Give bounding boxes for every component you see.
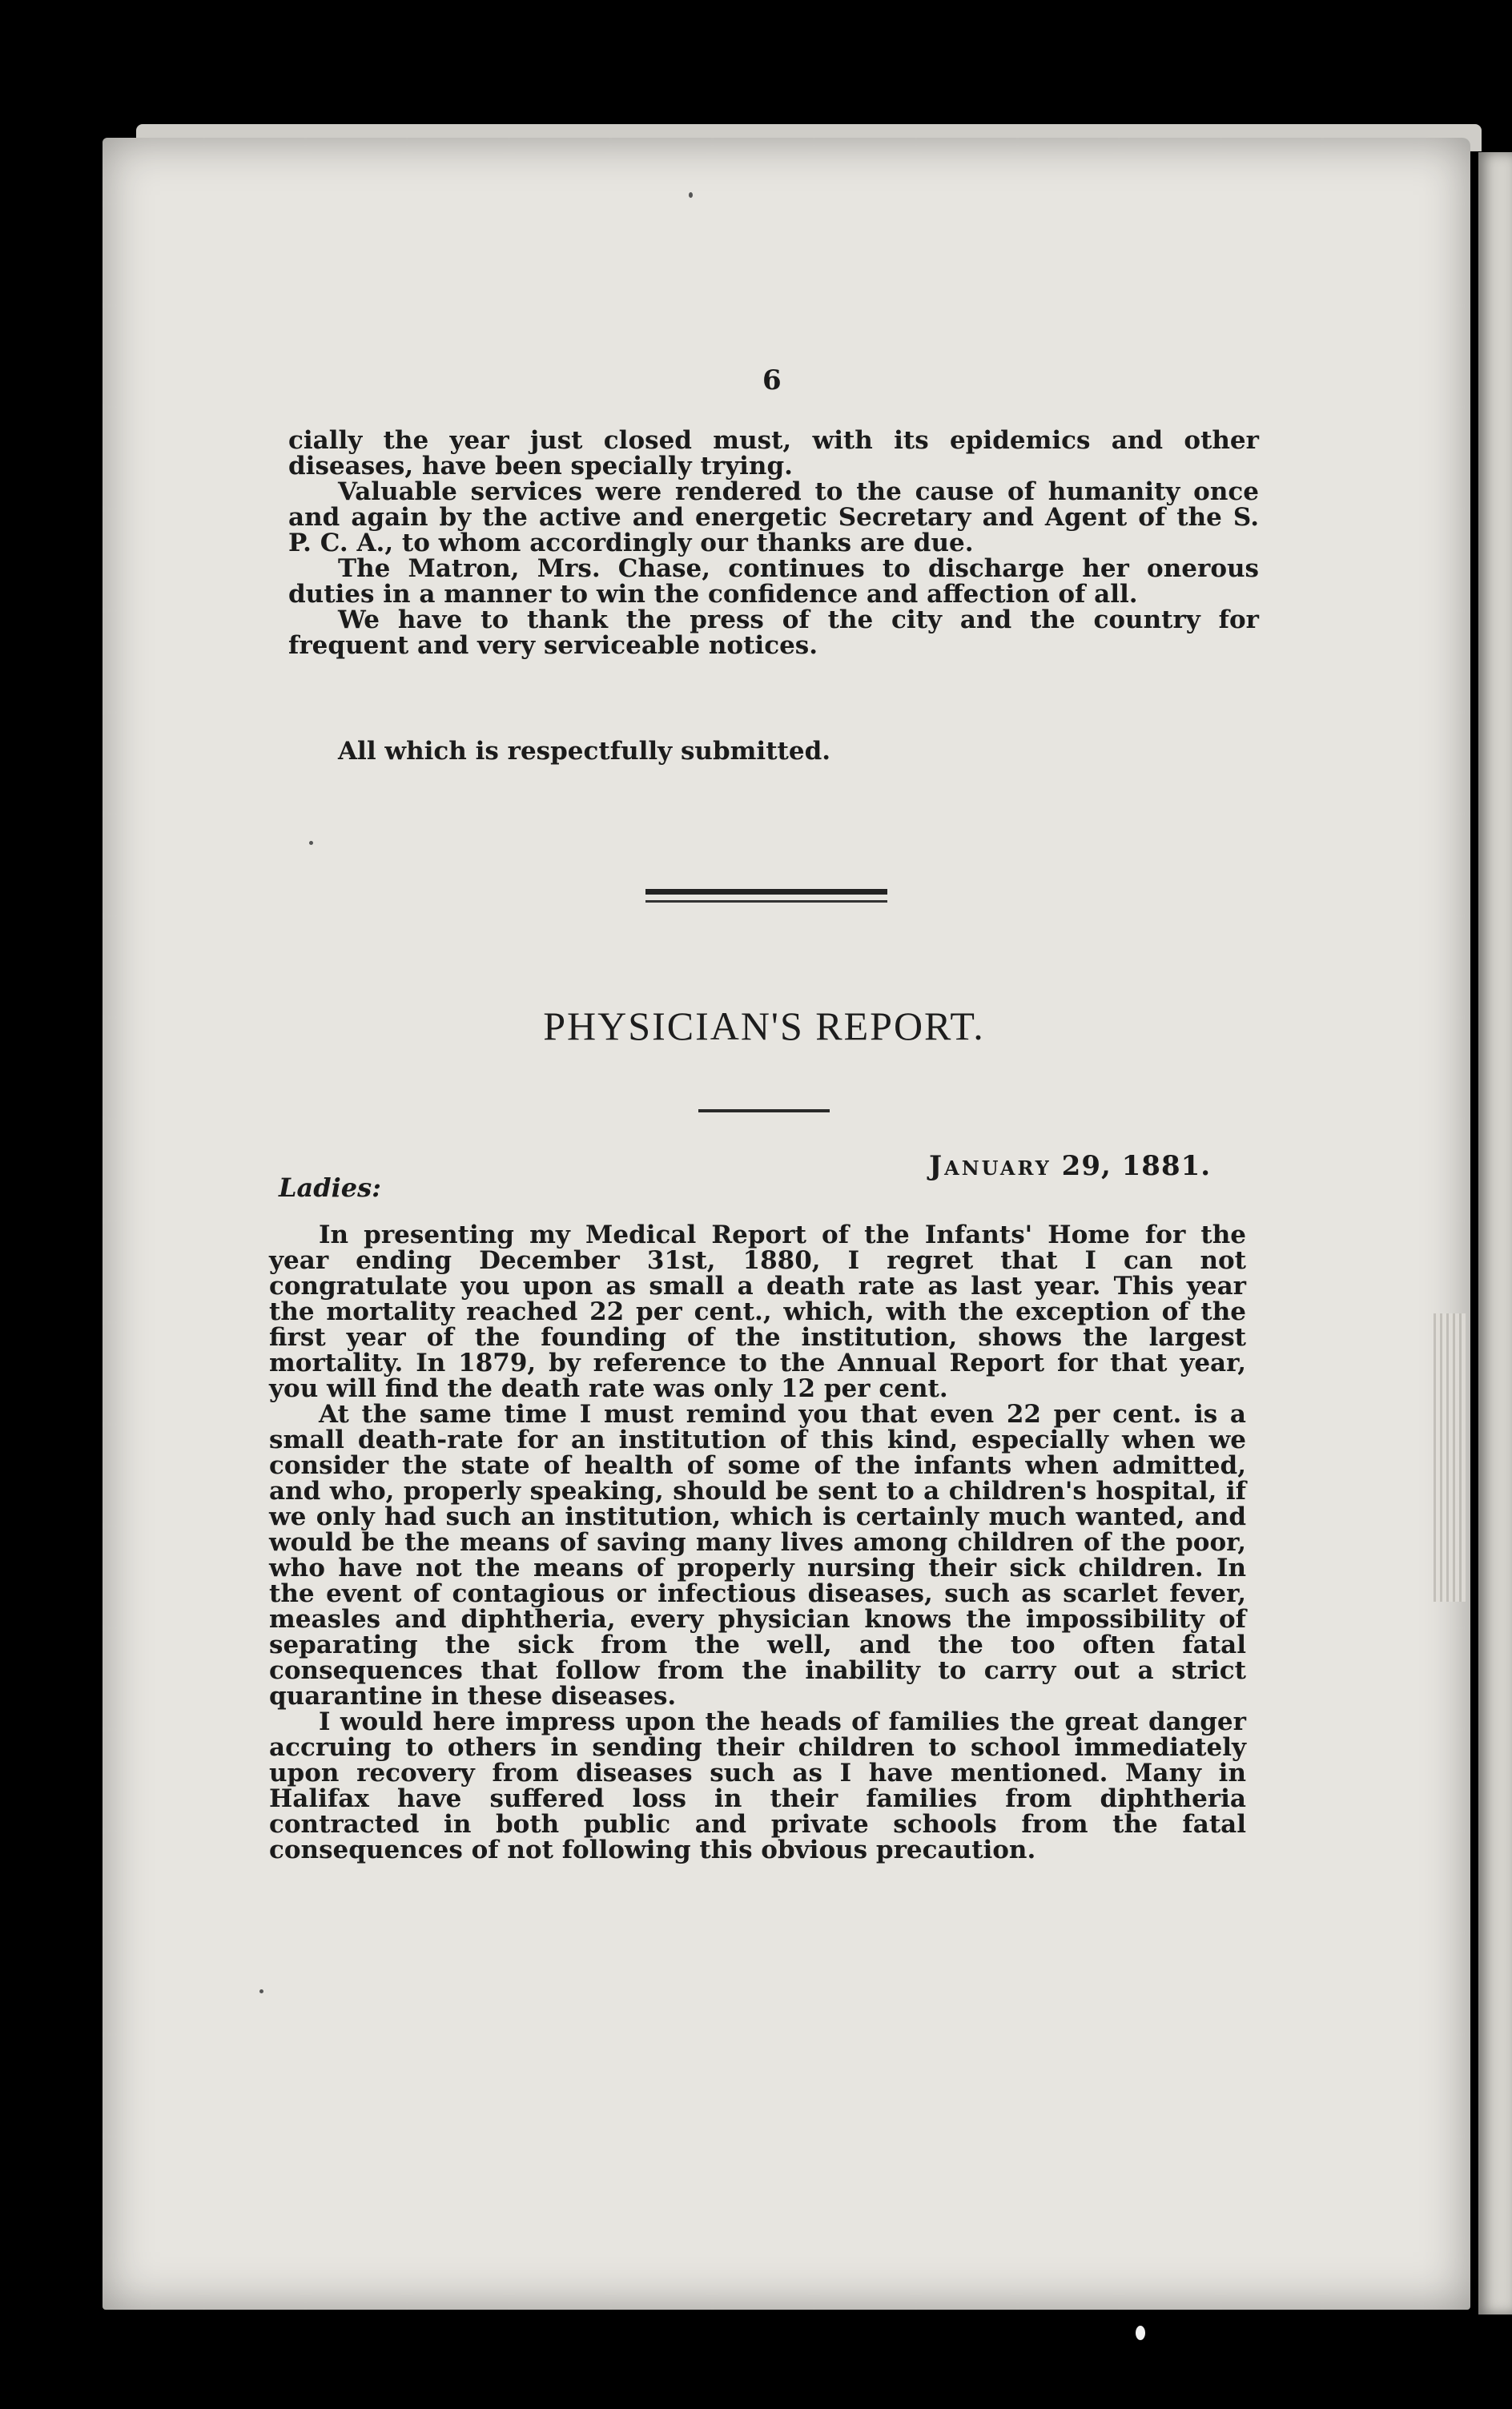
signoff-line: All which is respectfully submitted. (338, 737, 831, 766)
report-body (269, 1222, 1246, 1863)
report-date-rest: 29, 1881. (1061, 1150, 1212, 1182)
report-paragraph-2: At the same time I must remind you that even 22 per cent. is a small death-rate for an institution of this kind, especially when we consider the state of health of some of the infants when admitted, and who, properly speaking, should be sent to a children's hospital, if we only had such an institution, which is certainly much wanted, and would be the means of saving many lives among children of the poor, who have not the means of properly nursing their sick children. In the event of contagious or infectious diseases, such as scarlet fever, measles and diphtheria, every physician knows the impossibility of separating the sick from the well, and the too often fatal consequences that follow from the inability to carry out a strict quarantine in these diseases. (269, 1400, 1246, 1711)
report-paragraph-1: In presenting my Medical Report of the Infants' Home for the year ending December 31st, 1880, I regret that I can not congratulate you upon as small a death rate as last year. This year the mortality reached 22 per cent., which, with the exception of the first year of the founding of the institution, shows the largest mortality. In 1879, by reference to the Annual Report for that year, you will find the death rate was only 12 per cent. (269, 1221, 1246, 1403)
ink-speck (309, 841, 313, 845)
intro-paragraph-3: The Matron, Mrs. Chase, continues to discharge her onerous duties in a manner to win the confidence and affection of all. (288, 554, 1259, 609)
intro-paragraph-4: We have to thank the press of the city and the country for frequent and very serviceable notices. (288, 605, 1259, 660)
salutation: Ladies: (279, 1172, 381, 1203)
intro-paragraph-1: cially the year just closed must, with its epidemics and other diseases, have been specially trying. (288, 426, 1259, 481)
intro-paragraph-2: Valuable services were rendered to the cause of humanity once and again by the active and energetic Secretary and Agent of the S. P. C. A., to whom accordingly our thanks are due. (288, 477, 1259, 557)
section-divider-thick (645, 889, 887, 895)
report-paragraph-3: I would here impress upon the heads of families the great danger accruing to others in sending their children to school immediately upon recovery from diseases such as I have mentioned. Many in Halifax have suffered loss in their families from diphtheria contracted in both public and private schools from the fatal consequences of not following this obvious precaution. (269, 1707, 1246, 1864)
report-title: PHYSICIAN'S REPORT. (543, 1003, 985, 1048)
report-date-month: January (929, 1150, 1052, 1182)
ink-speck (259, 1989, 263, 1993)
ink-speck (1136, 2326, 1145, 2340)
page-number: 6 (762, 364, 782, 396)
ink-speck (689, 192, 693, 198)
report-date (929, 1150, 1211, 1182)
title-underline (698, 1109, 830, 1112)
section-divider-thin (645, 900, 887, 903)
intro-text (288, 428, 1259, 658)
